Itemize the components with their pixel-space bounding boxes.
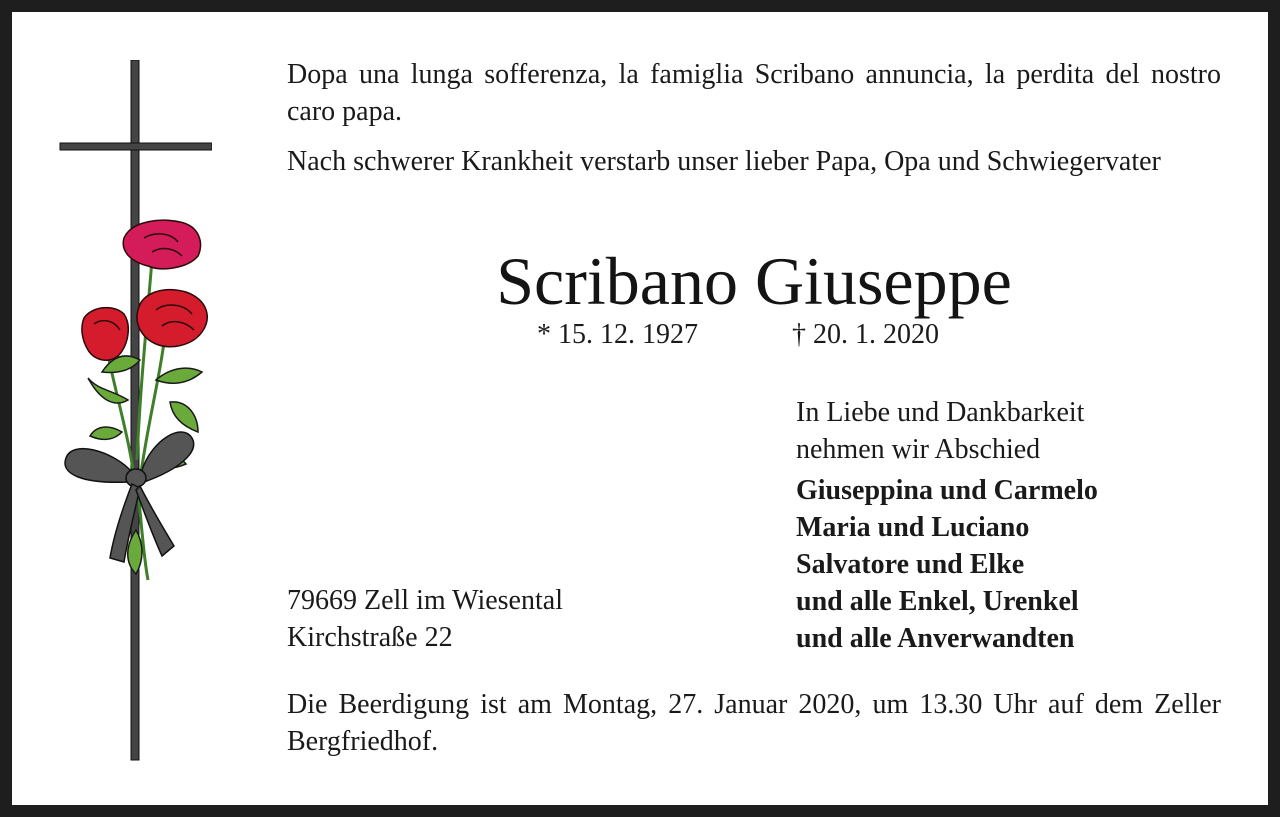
- obituary-notice: [12, 12, 1268, 805]
- cross-with-roses-icon: [52, 60, 212, 780]
- farewell-text: [796, 394, 1084, 468]
- address: [287, 582, 563, 656]
- address-line: 79669 Zell im Wiesental: [287, 585, 563, 616]
- funeral-info: Die Beerdigung ist am Montag, 27. Januar 2020, um 13.30 Uhr auf dem Zeller Bergfriedhof.: [287, 689, 1221, 757]
- family-line: Salvatore und Elke: [796, 549, 1025, 580]
- deceased-name: Scribano Giuseppe: [496, 243, 1012, 319]
- farewell-line: nehmen wir Abschied: [796, 434, 1041, 465]
- birth-date: * 15. 12. 1927: [537, 319, 698, 350]
- life-dates: [287, 319, 1221, 359]
- family-line: Giuseppina und Carmelo: [796, 475, 1098, 506]
- family-line: und alle Anverwandten: [796, 623, 1075, 654]
- family-line: Maria und Luciano: [796, 512, 1030, 543]
- intro-italian: Dopa una lunga sofferenza, la famiglia Scribano annuncia, la perdita del nostro caro papa.: [287, 59, 1221, 127]
- family-line: und alle Enkel, Urenkel: [796, 586, 1079, 617]
- address-line: Kirchstraße 22: [287, 622, 453, 653]
- death-date: † 20. 1. 2020: [792, 319, 939, 350]
- intro-german: Nach schwerer Krankheit verstarb unser lieber Papa, Opa und Schwiegervater: [287, 146, 1161, 177]
- farewell-line: In Liebe und Dankbarkeit: [796, 397, 1085, 428]
- family-names: [796, 472, 1098, 657]
